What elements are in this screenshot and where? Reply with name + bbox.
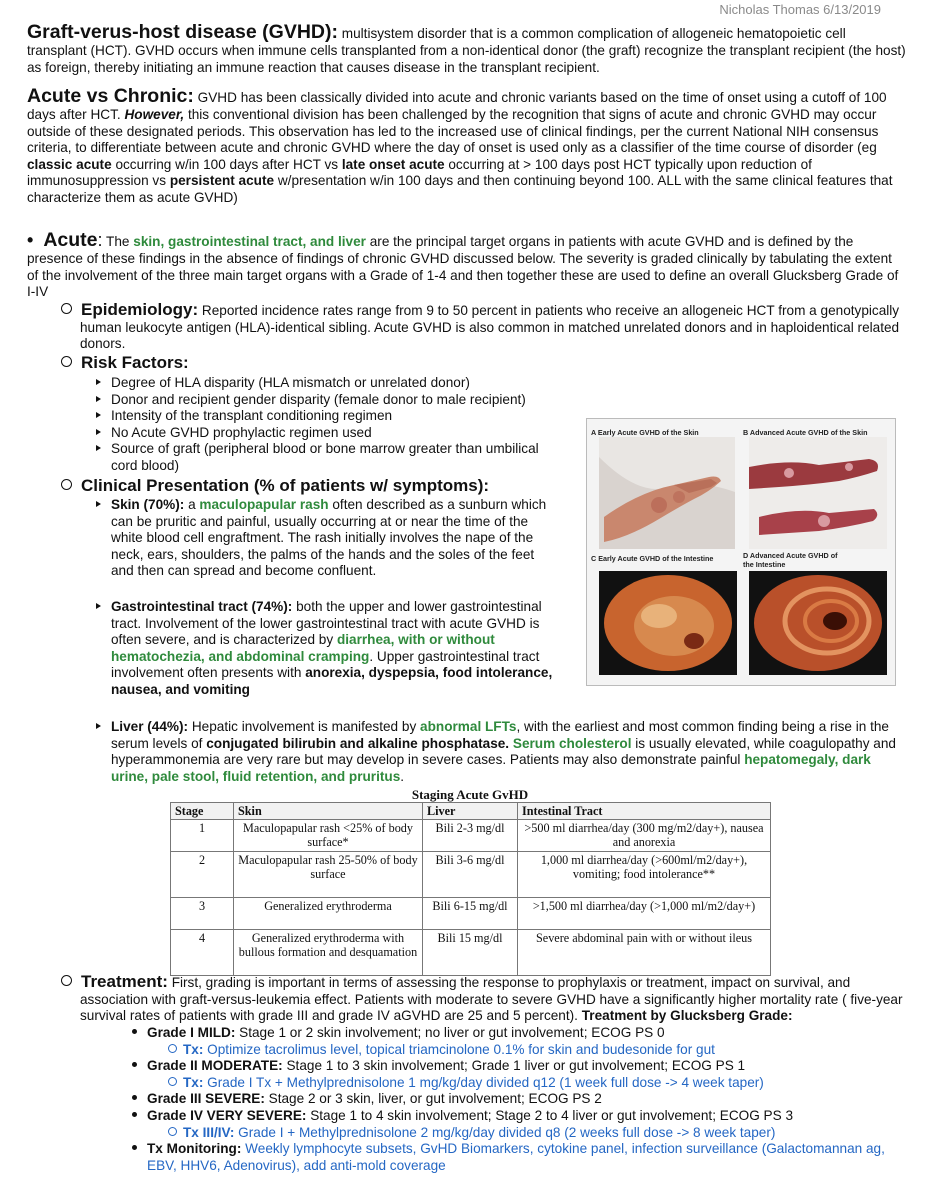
liver-green-1: abnormal LFTs xyxy=(420,719,517,734)
figure-label-b: B Advanced Acute GVHD of the Skin xyxy=(743,428,868,437)
gvhd-text: multisystem disorder that is a common complication of allogeneic hematopoietic cell transplant (HCT). GVHD occurs when immune cells transplanted from a non-identical donor (the graft) recognize the transplant recipient (the host) as foreign, thereby initiating an immune reaction that causes disease in the transplant recipient. xyxy=(27,26,906,75)
cell-liver: Bili 15 mg/dl xyxy=(423,930,518,976)
cell-intestinal: 1,000 ml diarrhea/day (>600ml/m2/day+), vomiting; food intolerance** xyxy=(518,852,771,898)
cell-skin: Generalized erythroderma xyxy=(234,898,423,930)
header-intestinal: Intestinal Tract xyxy=(518,803,771,820)
list-item xyxy=(96,425,566,442)
treatment-title: Treatment: xyxy=(81,972,168,991)
gi-bold: anorexia, dyspepsia, food intolerance, nausea, and vomiting xyxy=(111,665,553,697)
clinical-gi xyxy=(96,599,555,699)
figure-label-c: C Early Acute GVHD of the Intestine xyxy=(591,554,714,563)
avc-text-3: occurring w/in 100 days after HCT vs xyxy=(115,156,339,172)
liver-text-3: is usually elevated, while coagulopathy and hyperammonemia are very rare but may develop in severe cases. Patients may also demonstrate painful xyxy=(111,735,896,768)
gi-text-2: . Upper gastrointestinal tract involvement often presents with xyxy=(111,648,540,681)
grade-text: Stage 1 to 4 skin involvement; Stage 2 to 4 liver or gut involvement; ECOG PS 3 xyxy=(310,1107,794,1123)
triangle-bullet-icon xyxy=(96,445,101,451)
grade-3 xyxy=(132,1091,902,1108)
risk-item-text: Degree of HLA disparity (HLA mismatch or unrelated donor) xyxy=(111,375,470,390)
epidemiology xyxy=(61,302,910,353)
tx-text: Optimize tacrolimus level, topical triamcinolone 0.1% for skin and budesonide for gut xyxy=(207,1041,715,1057)
gi-label: Gastrointestinal tract (74%): xyxy=(111,599,293,614)
acute-title: Acute xyxy=(43,229,98,251)
skin-rash: maculopapular rash xyxy=(199,497,329,512)
circle-bullet-icon xyxy=(61,356,72,367)
monitoring-text: Weekly lymphocyte subsets, GvHD Biomarkers, cytokine panel, infection surveillance (Galactomannan ag, EBV, HHV6, Adenovirus), add anti-mold coverage xyxy=(147,1141,885,1173)
risk-title: Risk Factors: xyxy=(81,353,189,372)
cell-liver: Bili 2-3 mg/dl xyxy=(423,820,518,852)
acute-vs-chronic-title: Acute vs Chronic: xyxy=(27,85,194,107)
circle-bullet-icon xyxy=(61,479,72,490)
risk-item-text: Source of graft (peripheral blood or bone marrow greater than umbilical cord blood) xyxy=(111,441,539,473)
avc-text-5: w/presentation w/in 100 days and then continuing beyond 100. ALL with the same clinical features that characterize them as acute GVHD) xyxy=(27,173,893,205)
avc-persistent: persistent acute xyxy=(169,173,275,189)
dot-bullet-icon xyxy=(132,1029,137,1034)
circle-bullet-icon xyxy=(61,975,72,986)
cell-stage: 1 xyxy=(171,820,234,852)
cell-stage: 3 xyxy=(171,898,234,930)
circle-bullet-icon xyxy=(168,1044,177,1053)
circle-bullet-icon xyxy=(168,1127,177,1136)
avc-text-1: GVHD has been classically divided into acute and chronic variants based on the time of onset using a cutoff of 100 days after HCT. xyxy=(27,90,887,122)
risk-item-text: Donor and recipient gender disparity (female donor to male recipient) xyxy=(111,391,526,407)
cell-intestinal: Severe abdominal pain with or without ileus xyxy=(518,930,771,976)
gvhd-photo-figure xyxy=(586,418,896,686)
cell-stage: 2 xyxy=(171,852,234,898)
clinical-heading xyxy=(61,478,489,496)
figure-label-d: D Advanced Acute GVHD of the Intestine xyxy=(743,551,838,569)
bullet-icon: • xyxy=(27,230,34,250)
gvhd-definition xyxy=(27,21,907,76)
grade-1 xyxy=(132,1025,902,1042)
grade-1-tx xyxy=(132,1042,902,1059)
skin-text: often described as a sunburn which can be pruritic and painful, usually occurring at or near the time of the white blood cell engraftment. The rash initially involves the nape of the neck, ears, shoulders, the palms of the hands and the soles of the feet and then can spread and become confluent. xyxy=(111,497,547,579)
triangle-bullet-icon xyxy=(96,603,101,609)
clinical-liver xyxy=(96,719,911,785)
author-date: Nicholas Thomas 6/13/2019 xyxy=(719,2,881,17)
grade-text: Stage 2 or 3 skin, liver, or gut involvement; ECOG PS 2 xyxy=(268,1091,602,1107)
dot-bullet-icon xyxy=(132,1062,137,1067)
risk-factor-list xyxy=(96,375,566,475)
cell-liver: Bili 6-15 mg/dl xyxy=(423,898,518,930)
monitoring-label: Tx Monitoring: xyxy=(147,1141,242,1157)
tx-text: Grade I + Methylprednisolone 2 mg/kg/day divided q8 (2 weeks full dose -> 8 week taper) xyxy=(238,1124,776,1140)
table-header-row xyxy=(171,803,771,820)
intestine-early-photo xyxy=(599,571,737,675)
clinical-title: Clinical Presentation (% of patients w/ symptoms): xyxy=(81,476,490,495)
tx-text: Grade I Tx + Methylprednisolone 1 mg/kg/day divided q12 (1 week full dose -> 4 week taper) xyxy=(207,1074,764,1090)
gi-green: diarrhea, with or without hematochezia, and abdominal cramping xyxy=(111,632,495,664)
liver-text-2: , with the earliest and most common finding being a rise in the serum levels of xyxy=(111,719,889,751)
liver-bold-1: conjugated bilirubin and alkaline phosphatase. xyxy=(206,735,510,751)
table-row xyxy=(171,820,771,852)
header-stage: Stage xyxy=(171,803,234,820)
acute-text-1: The xyxy=(106,234,130,249)
grade-2-tx xyxy=(132,1075,902,1092)
cell-skin: Maculopapular rash <25% of body surface* xyxy=(234,820,423,852)
avc-classic-acute: classic acute xyxy=(27,156,112,172)
triangle-bullet-icon xyxy=(96,379,101,385)
intestine-advanced-photo xyxy=(749,571,887,675)
skin-label: Skin (70%): xyxy=(111,497,185,512)
cell-skin: Maculopapular rash 25-50% of body surface xyxy=(234,852,423,898)
header-skin: Skin xyxy=(234,803,423,820)
triangle-bullet-icon xyxy=(96,429,101,435)
table-row xyxy=(171,898,771,930)
list-item xyxy=(96,392,566,409)
grade-label: Grade II MODERATE: xyxy=(147,1058,283,1074)
grade-text: Stage 1 or 2 skin involvement; no liver or gut involvement; ECOG PS 0 xyxy=(239,1025,665,1040)
liver-text-4: . xyxy=(400,768,405,784)
skin-early-photo xyxy=(599,437,735,549)
epidemiology-title: Epidemiology: xyxy=(81,300,199,319)
cell-skin: Generalized erythroderma with bullous formation and desquamation xyxy=(234,930,423,976)
grade-label: Grade III SEVERE: xyxy=(147,1091,265,1107)
avc-however: However, xyxy=(124,107,185,122)
gi-text-1: both the upper and lower gastrointestinal tract. Involvement of the lower gastrointestinal tract with acute GVHD is often severe, and is characterized by xyxy=(111,599,542,648)
grade-text: Stage 1 to 3 skin involvement; Grade 1 liver or gut involvement; ECOG PS 1 xyxy=(286,1058,746,1074)
liver-text-1: Hepatic involvement is manifested by xyxy=(191,719,417,734)
grade-4 xyxy=(132,1108,902,1125)
gvhd-title: Graft-verus-host disease (GVHD): xyxy=(27,21,338,43)
acute-vs-chronic xyxy=(27,85,907,207)
table-row xyxy=(171,930,771,976)
tx-label: Tx III/IV: xyxy=(183,1124,235,1140)
cell-liver: Bili 3-6 mg/dl xyxy=(423,852,518,898)
circle-bullet-icon xyxy=(168,1077,177,1086)
liver-green-2: Serum cholesterol xyxy=(512,735,632,751)
dot-bullet-icon xyxy=(132,1095,137,1100)
acute-text-2: are the principal target organs in patients with acute GVHD and is defined by the presence of these findings in the absence of findings of chronic GVHD discussed below. The severity is graded clinically by tabulating the extent of the involvement of the three main target organs with a Grade of 1-4 and then together these are used to define an overall Glucksberg Grade of I-IV xyxy=(27,234,899,300)
risk-item-text: No Acute GVHD prophylactic regimen used xyxy=(111,424,372,440)
tx-monitoring xyxy=(132,1141,902,1174)
acute-colon: : xyxy=(97,230,103,250)
dot-bullet-icon xyxy=(132,1145,137,1150)
tx-label: Tx: xyxy=(183,1074,204,1090)
clinical-skin xyxy=(96,497,555,580)
grade-list xyxy=(132,1025,902,1174)
grade-label: Grade I MILD: xyxy=(147,1025,236,1040)
grade-2 xyxy=(132,1058,902,1075)
epidemiology-text: Reported incidence rates range from 9 to 50 percent in patients who receive an allogeneic HCT from a genotypically human leukocyte antigen (HLA)-identical sibling. Acute GVHD is also common in matched unrelated donors and in haploidentical related donors. xyxy=(80,303,900,352)
avc-late-onset: late onset acute xyxy=(341,156,445,172)
liver-label: Liver (44%): xyxy=(111,719,189,734)
triangle-bullet-icon xyxy=(96,396,101,402)
grade-label: Grade IV VERY SEVERE: xyxy=(147,1107,307,1123)
acute-section xyxy=(27,229,907,301)
skin-a: a xyxy=(188,497,196,512)
list-item xyxy=(96,375,566,392)
cell-stage: 4 xyxy=(171,930,234,976)
dot-bullet-icon xyxy=(132,1112,137,1117)
avc-text-2: this conventional division has been challenged by the recognition that signs of acute and chronic GVHD may occur outside of these designated periods. This observation has led to the increased use of clinical findings, per the current National NIH consensus criteria, to differentiate between acute and chronic GVHD where the day of onset is used only as a classifier of the time course of disorder (eg xyxy=(27,107,879,156)
grade-3-4-tx xyxy=(132,1125,902,1142)
cell-intestinal: >500 ml diarrhea/day (300 mg/m2/day+), nausea and anorexia xyxy=(518,820,771,852)
risk-factors-heading xyxy=(61,355,189,373)
treatment-section xyxy=(61,974,910,1025)
staging-table-title: Staging Acute GvHD xyxy=(411,787,529,802)
liver-green-3: hepatomegaly, dark urine, pale stool, fluid retention, and pruritus xyxy=(111,752,871,784)
table-row xyxy=(171,852,771,898)
figure-label-a: A Early Acute GVHD of the Skin xyxy=(591,428,699,437)
circle-bullet-icon xyxy=(61,303,72,314)
triangle-bullet-icon xyxy=(96,723,101,729)
staging-table xyxy=(170,802,771,976)
treatment-bold: Treatment by Glucksberg Grade: xyxy=(581,1008,793,1024)
header-liver: Liver xyxy=(423,803,518,820)
acute-organs: skin, gastrointestinal tract, and liver xyxy=(133,234,366,249)
skin-advanced-photo xyxy=(749,437,887,549)
triangle-bullet-icon xyxy=(96,501,101,507)
avc-text-4: occurring at > 100 days post HCT typically upon reduction of immunosuppression vs xyxy=(27,156,812,189)
triangle-bullet-icon xyxy=(96,412,101,418)
tx-label: Tx: xyxy=(183,1041,204,1057)
list-item xyxy=(96,441,566,474)
cell-intestinal: >1,500 ml diarrhea/day (>1,000 ml/m2/day+) xyxy=(518,898,771,930)
list-item xyxy=(96,408,566,425)
treatment-text: First, grading is important in terms of assessing the response to prophylaxis or treatment, impact on survival, and association with graft-versus-leukemia effect. Patients with moderate to severe GVHD have a significantly higher mortality rate ( five-year survival rates of patients with grade III and grade IV aGVHD are 25 and 5 percent). xyxy=(80,975,903,1024)
risk-item-text: Intensity of the transplant conditioning regimen xyxy=(111,408,393,424)
